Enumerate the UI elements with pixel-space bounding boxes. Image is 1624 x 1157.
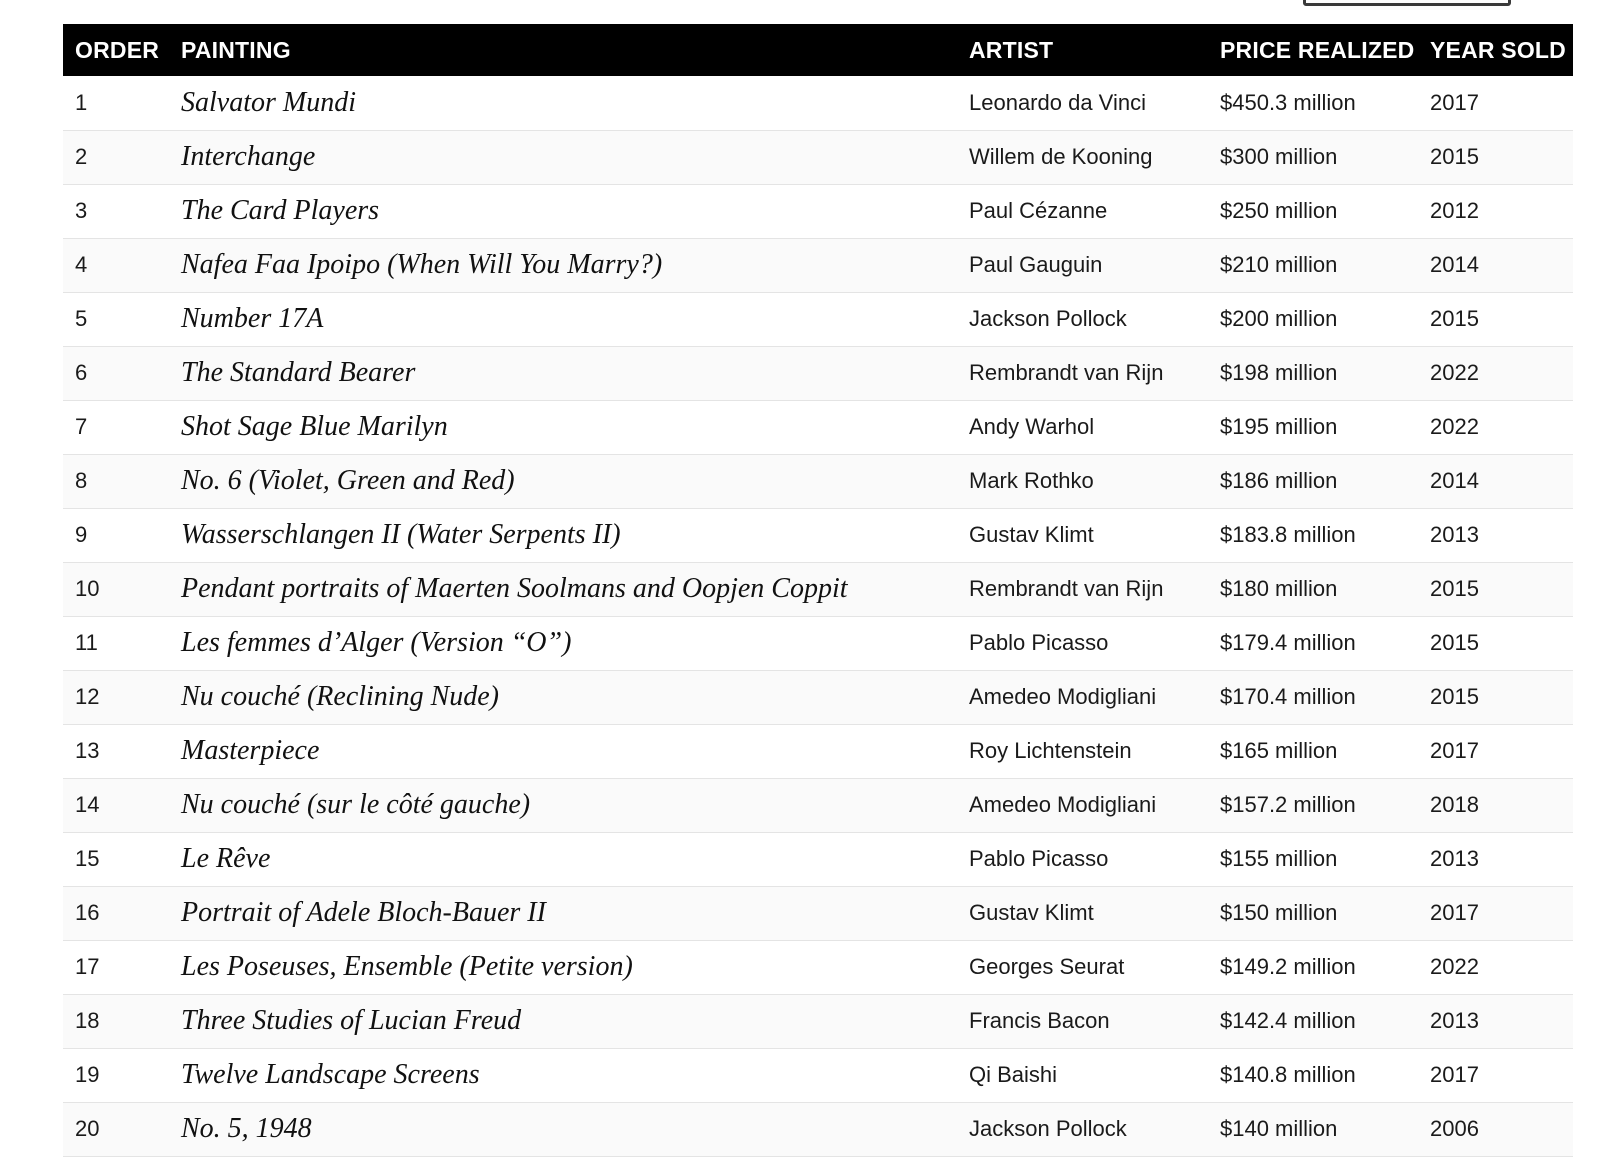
painting-cell: Number 17A <box>181 303 324 334</box>
paintings-table <box>63 24 1573 1157</box>
table-row <box>63 724 1573 778</box>
order-cell: 16 <box>75 900 100 925</box>
artist-cell: Amedeo Modigliani <box>969 792 1157 817</box>
painting-cell: Pendant portraits of Maerten Soolmans and Oopjen Coppit <box>181 573 848 604</box>
painting-cell: Shot Sage Blue Marilyn <box>181 411 448 442</box>
order-cell: 6 <box>75 360 88 385</box>
artist-cell: Pablo Picasso <box>969 846 1109 871</box>
price-cell: $250 million <box>1220 198 1338 223</box>
painting-cell: Masterpiece <box>181 735 320 766</box>
year-cell: 2014 <box>1430 468 1479 493</box>
order-cell: 13 <box>75 738 100 763</box>
price-cell: $300 million <box>1220 144 1338 169</box>
table-row <box>63 616 1573 670</box>
table-row <box>63 1048 1573 1102</box>
painting-cell: Three Studies of Lucian Freud <box>181 1005 522 1036</box>
painting-cell: Salvator Mundi <box>181 86 356 118</box>
price-cell: $186 million <box>1220 468 1338 493</box>
header-order[interactable]: ORDER <box>75 36 160 63</box>
year-cell: 2012 <box>1430 198 1479 223</box>
table-row <box>63 778 1573 832</box>
artist-cell: Leonardo da Vinci <box>969 89 1146 115</box>
year-cell: 2015 <box>1430 630 1479 655</box>
painting-cell: No. 5, 1948 <box>181 1113 312 1144</box>
artist-cell: Qi Baishi <box>969 1062 1058 1087</box>
year-cell: 2022 <box>1430 360 1479 385</box>
artist-cell: Roy Lichtenstein <box>969 738 1132 763</box>
table-row <box>63 400 1573 454</box>
price-cell: $157.2 million <box>1220 792 1356 817</box>
order-cell: 4 <box>75 252 88 277</box>
price-cell: $195 million <box>1220 414 1338 439</box>
price-cell: $198 million <box>1220 360 1338 385</box>
artist-cell: Amedeo Modigliani <box>969 684 1157 709</box>
year-cell: 2018 <box>1430 792 1479 817</box>
artist-cell: Jackson Pollock <box>969 306 1127 331</box>
artist-cell: Paul Cézanne <box>969 198 1108 223</box>
artist-cell: Willem de Kooning <box>969 144 1153 169</box>
order-cell: 3 <box>75 198 88 223</box>
artist-cell: Pablo Picasso <box>969 630 1109 655</box>
table-row <box>63 886 1573 940</box>
order-cell: 15 <box>75 846 100 871</box>
header-artist[interactable]: ARTIST <box>969 36 1054 63</box>
year-cell: 2015 <box>1430 684 1479 709</box>
artist-cell: Paul Gauguin <box>969 252 1103 277</box>
table-row <box>63 346 1573 400</box>
year-cell: 2013 <box>1430 846 1479 871</box>
artist-cell: Gustav Klimt <box>969 522 1094 547</box>
table-row <box>63 454 1573 508</box>
artist-cell: Georges Seurat <box>969 954 1125 979</box>
order-cell: 9 <box>75 522 88 547</box>
artist-cell: Gustav Klimt <box>969 900 1094 925</box>
year-cell: 2015 <box>1430 144 1479 169</box>
year-cell: 2017 <box>1430 900 1479 925</box>
painting-cell: No. 6 (Violet, Green and Red) <box>181 465 515 496</box>
order-cell: 10 <box>75 576 100 601</box>
painting-cell: Portrait of Adele Bloch-Bauer II <box>181 897 546 928</box>
artist-cell: Mark Rothko <box>969 468 1094 493</box>
header-painting[interactable]: PAINTING <box>181 36 291 63</box>
painting-cell: Wasserschlangen II (Water Serpents II) <box>181 519 621 550</box>
order-cell: 5 <box>75 306 88 331</box>
year-cell: 2014 <box>1430 252 1479 277</box>
artist-cell: Francis Bacon <box>969 1008 1110 1033</box>
painting-cell: Twelve Landscape Screens <box>181 1059 480 1090</box>
painting-cell: Les Poseuses, Ensemble (Petite version) <box>181 951 633 982</box>
painting-cell: Nu couché (sur le côté gauche) <box>181 789 531 820</box>
price-cell: $179.4 million <box>1220 630 1356 655</box>
year-cell: 2015 <box>1430 306 1479 331</box>
table-row <box>63 292 1573 346</box>
painting-cell: The Standard Bearer <box>181 357 416 388</box>
table-row <box>63 238 1573 292</box>
painting-cell: Interchange <box>181 141 316 172</box>
price-cell: $450.3 million <box>1220 89 1356 115</box>
table-row <box>63 508 1573 562</box>
year-cell: 2017 <box>1430 1062 1479 1087</box>
price-cell: $149.2 million <box>1220 954 1356 979</box>
year-cell: 2013 <box>1430 1008 1479 1033</box>
order-cell: 8 <box>75 468 88 493</box>
artist-cell: Rembrandt van Rijn <box>969 576 1164 601</box>
price-cell: $210 million <box>1220 252 1338 277</box>
order-cell: 18 <box>75 1008 100 1033</box>
year-cell: 2017 <box>1430 738 1479 763</box>
table-row <box>63 940 1573 994</box>
painting-cell: Les femmes d’Alger (Version “O”) <box>181 627 572 658</box>
painting-cell: Nafea Faa Ipoipo (When Will You Marry?) <box>181 249 663 280</box>
price-cell: $200 million <box>1220 306 1338 331</box>
table-body <box>63 76 1573 1156</box>
painting-cell: Nu couché (Reclining Nude) <box>181 681 500 712</box>
price-cell: $140 million <box>1220 1116 1338 1141</box>
order-cell: 14 <box>75 792 100 817</box>
table-row <box>63 76 1573 130</box>
table-row <box>63 1102 1573 1156</box>
price-cell: $150 million <box>1220 900 1338 925</box>
order-cell: 12 <box>75 684 100 709</box>
price-cell: $183.8 million <box>1220 522 1356 547</box>
order-cell: 1 <box>75 89 88 115</box>
painting-cell: The Card Players <box>181 195 380 226</box>
header-row <box>63 24 1573 76</box>
search-input[interactable] <box>1303 0 1511 6</box>
painting-cell: Le Rêve <box>181 843 271 874</box>
table-row <box>63 994 1573 1048</box>
year-cell: 2022 <box>1430 414 1479 439</box>
order-cell: 11 <box>75 630 98 655</box>
order-cell: 19 <box>75 1062 100 1087</box>
price-cell: $180 million <box>1220 576 1338 601</box>
table-header <box>63 24 1573 76</box>
artist-cell: Rembrandt van Rijn <box>969 360 1164 385</box>
header-price[interactable]: PRICE REALIZED <box>1220 36 1415 63</box>
year-cell: 2006 <box>1430 1116 1479 1141</box>
price-cell: $155 million <box>1220 846 1338 871</box>
order-cell: 2 <box>75 144 88 169</box>
table-row <box>63 670 1573 724</box>
price-cell: $170.4 million <box>1220 684 1356 709</box>
artist-cell: Jackson Pollock <box>969 1116 1127 1141</box>
price-cell: $140.8 million <box>1220 1062 1356 1087</box>
order-cell: 17 <box>75 954 100 979</box>
price-cell: $165 million <box>1220 738 1338 763</box>
table-row <box>63 832 1573 886</box>
year-cell: 2013 <box>1430 522 1479 547</box>
year-cell: 2015 <box>1430 576 1479 601</box>
order-cell: 20 <box>75 1116 100 1141</box>
price-cell: $142.4 million <box>1220 1008 1356 1033</box>
year-cell: 2017 <box>1430 89 1479 115</box>
table-row <box>63 130 1573 184</box>
table-row <box>63 184 1573 238</box>
year-cell: 2022 <box>1430 954 1479 979</box>
artist-cell: Andy Warhol <box>969 414 1095 439</box>
table-row <box>63 562 1573 616</box>
header-year[interactable]: YEAR SOLD <box>1430 36 1566 63</box>
order-cell: 7 <box>75 414 88 439</box>
